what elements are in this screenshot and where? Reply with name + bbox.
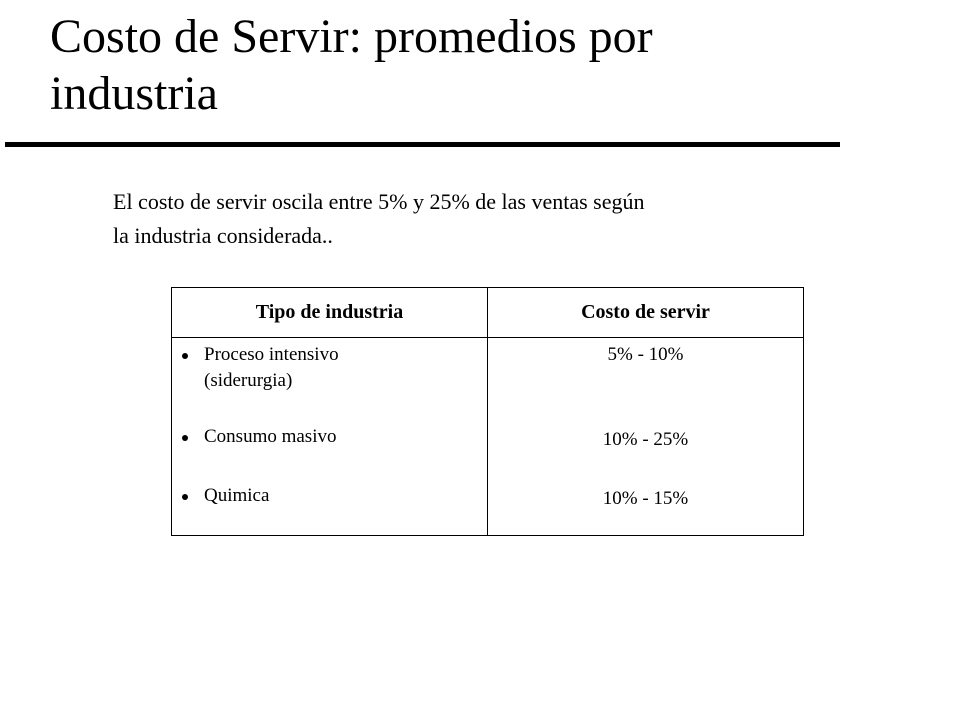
- industry-list: [172, 342, 487, 509]
- header-industry-type: Tipo de industria: [172, 288, 488, 338]
- table-header-row: [172, 288, 804, 338]
- cost-list: [488, 342, 803, 512]
- cost-value: 5% - 10%: [607, 344, 684, 365]
- cost-cell: [488, 338, 804, 536]
- industry-cell: [172, 338, 488, 536]
- intro-text: [113, 185, 903, 253]
- list-item: [182, 424, 487, 450]
- industry-name: Consumo masivo: [204, 426, 337, 447]
- list-item: [182, 483, 487, 509]
- industry-name: Quimica: [204, 485, 270, 506]
- cost-value: 10% - 15%: [602, 488, 689, 509]
- cost-table: [171, 287, 804, 536]
- intro-line-1: El costo de servir oscila entre 5% y 25% de las ventas según: [113, 189, 645, 214]
- table-row: [172, 338, 804, 536]
- title-line-2: industria: [50, 67, 218, 120]
- cost-value: 10% - 25%: [602, 429, 689, 450]
- title-underline: [5, 142, 840, 147]
- slide-title: [50, 8, 850, 122]
- title-line-1: Costo de Servir: promedios por: [50, 10, 653, 63]
- bullet-icon: [182, 435, 188, 441]
- bullet-icon: [182, 494, 188, 500]
- intro-line-2: la industria considerada..: [113, 223, 333, 248]
- industry-note: (siderurgia): [204, 370, 293, 391]
- list-item: [182, 342, 487, 394]
- header-cost-to-serve: Costo de servir: [488, 288, 804, 338]
- bullet-icon: [182, 353, 188, 359]
- industry-name: Proceso intensivo: [204, 344, 339, 365]
